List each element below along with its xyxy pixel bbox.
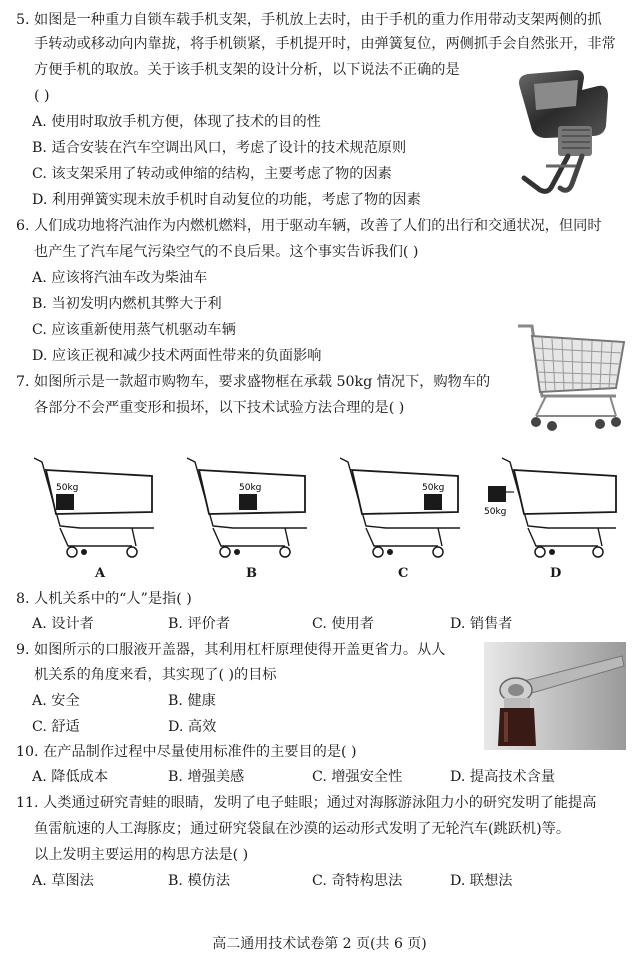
weight-label-c: 50kg (422, 483, 445, 493)
caption-c: C (398, 566, 409, 581)
q11-stem-line-2: 鱼雷航速的人工海豚皮；通过研究袋鼠在沙漠的运动形式发明了无轮汽车(跳跃机)等。 (34, 821, 571, 837)
q11-option-d: D. 联想法 (450, 873, 513, 889)
q5-option-a: A. 使用时取放手机方便，体现了技术的目的性 (32, 114, 321, 130)
q8-option-a: A. 设计者 (32, 616, 94, 632)
q5-stem-line-3: 方便手机的取放。关于该手机支架的设计分析，以下说法不正确的是 (34, 62, 460, 78)
q10-option-d: D. 提高技术含量 (450, 769, 556, 785)
weight-label-d: 50kg (484, 507, 507, 517)
q9-option-a: A. 安全 (32, 693, 80, 709)
q10-stem: 10. 在产品制作过程中尽量使用标准件的主要目的是( ) (16, 744, 357, 760)
q7-stem-line-1: 7. 如图所示是一款超市购物车，要求盛物框在承载 50kg 情况下，购物车的 (16, 374, 491, 390)
page-footer: 高二通用技术试卷第 2 页(共 6 页) (212, 936, 427, 952)
q6-option-a: A. 应该将汽油车改为柴油车 (32, 270, 208, 286)
q5-stem-line-2: 手转动或移动向内靠拢，将手机锁紧，手机提开时，由弹簧复位，两侧抓手会自然张开，非常 (34, 36, 616, 52)
q6-stem-line-2: 也产生了汽车尾气污染空气的不良后果。这个事实告诉我们( ) (34, 244, 419, 260)
q11-option-c: C. 奇特构思法 (312, 873, 403, 889)
q5-answer-blank: ( ) (34, 88, 50, 104)
shopping-cart-image (512, 318, 630, 436)
q5-stem-line-1: 5. 如图是一种重力自锁车载手机支架，手机放上去时，由于手机的重力作用带动支架两侧的抓 (16, 12, 602, 28)
q11-option-a: A. 草图法 (32, 873, 94, 889)
q9-option-c: C. 舒适 (32, 719, 80, 735)
caption-a: A (95, 566, 106, 581)
q5-option-c: C. 该支架采用了转动或伸缩的结构，主要考虑了物的因素 (32, 166, 392, 182)
q10-option-a: A. 降低成本 (32, 769, 109, 785)
q11-stem-line-3: 以上发明主要运用的构思方法是( ) (34, 847, 249, 863)
cart-diagram-d (480, 452, 620, 564)
q10-option-b: B. 增强美感 (168, 769, 245, 785)
q8-option-d: D. 销售者 (450, 616, 513, 632)
q6-option-c: C. 应该重新使用蒸气机驱动车辆 (32, 322, 236, 338)
q5-option-d: D. 利用弹簧实现未放手机时自动复位的功能，考虑了物的因素 (32, 192, 421, 208)
q10-option-c: C. 增强安全性 (312, 769, 403, 785)
q6-option-d: D. 应该正视和减少技术两面性带来的负面影响 (32, 348, 322, 364)
q8-option-b: B. 评价者 (168, 616, 231, 632)
q9-stem-line-2: 机关系的角度来看，其实现了( )的目标 (34, 667, 277, 683)
bottle-opener-image (484, 642, 626, 750)
cart-diagram-b (185, 452, 315, 564)
q7-stem-line-2: 各部分不会严重变形和损坏，以下技术试验方法合理的是( ) (34, 400, 405, 416)
q8-stem: 8. 人机关系中的“人”是指( ) (16, 591, 192, 607)
q8-option-c: C. 使用者 (312, 616, 374, 632)
q9-stem-line-1: 9. 如图所示的口服液开盖器，其利用杠杆原理使得开盖更省力。从人 (16, 642, 446, 658)
weight-label-a: 50kg (56, 483, 79, 493)
caption-b: B (246, 566, 257, 581)
weight-label-b: 50kg (239, 483, 262, 493)
q11-option-b: B. 模仿法 (168, 873, 231, 889)
phone-holder-image (506, 66, 624, 200)
cart-diagram-c (338, 452, 468, 564)
q6-option-b: B. 当初发明内燃机其弊大于利 (32, 296, 222, 312)
q9-option-d: D. 高效 (168, 719, 217, 735)
q9-option-b: B. 健康 (168, 693, 216, 709)
q11-stem-line-1: 11. 人类通过研究青蛙的眼睛，发明了电子蛙眼；通过对海豚游泳阻力小的研究发明了能提高 (16, 795, 597, 811)
q6-stem-line-1: 6. 人们成功地将汽油作为内燃机燃料，用于驱动车辆，改善了人们的出行和交通状况，但同时 (16, 218, 602, 234)
cart-diagram-a (32, 452, 162, 564)
caption-d: D (550, 566, 562, 581)
q5-option-b: B. 适合安装在汽车空调出风口，考虑了设计的技术规范原则 (32, 140, 407, 156)
